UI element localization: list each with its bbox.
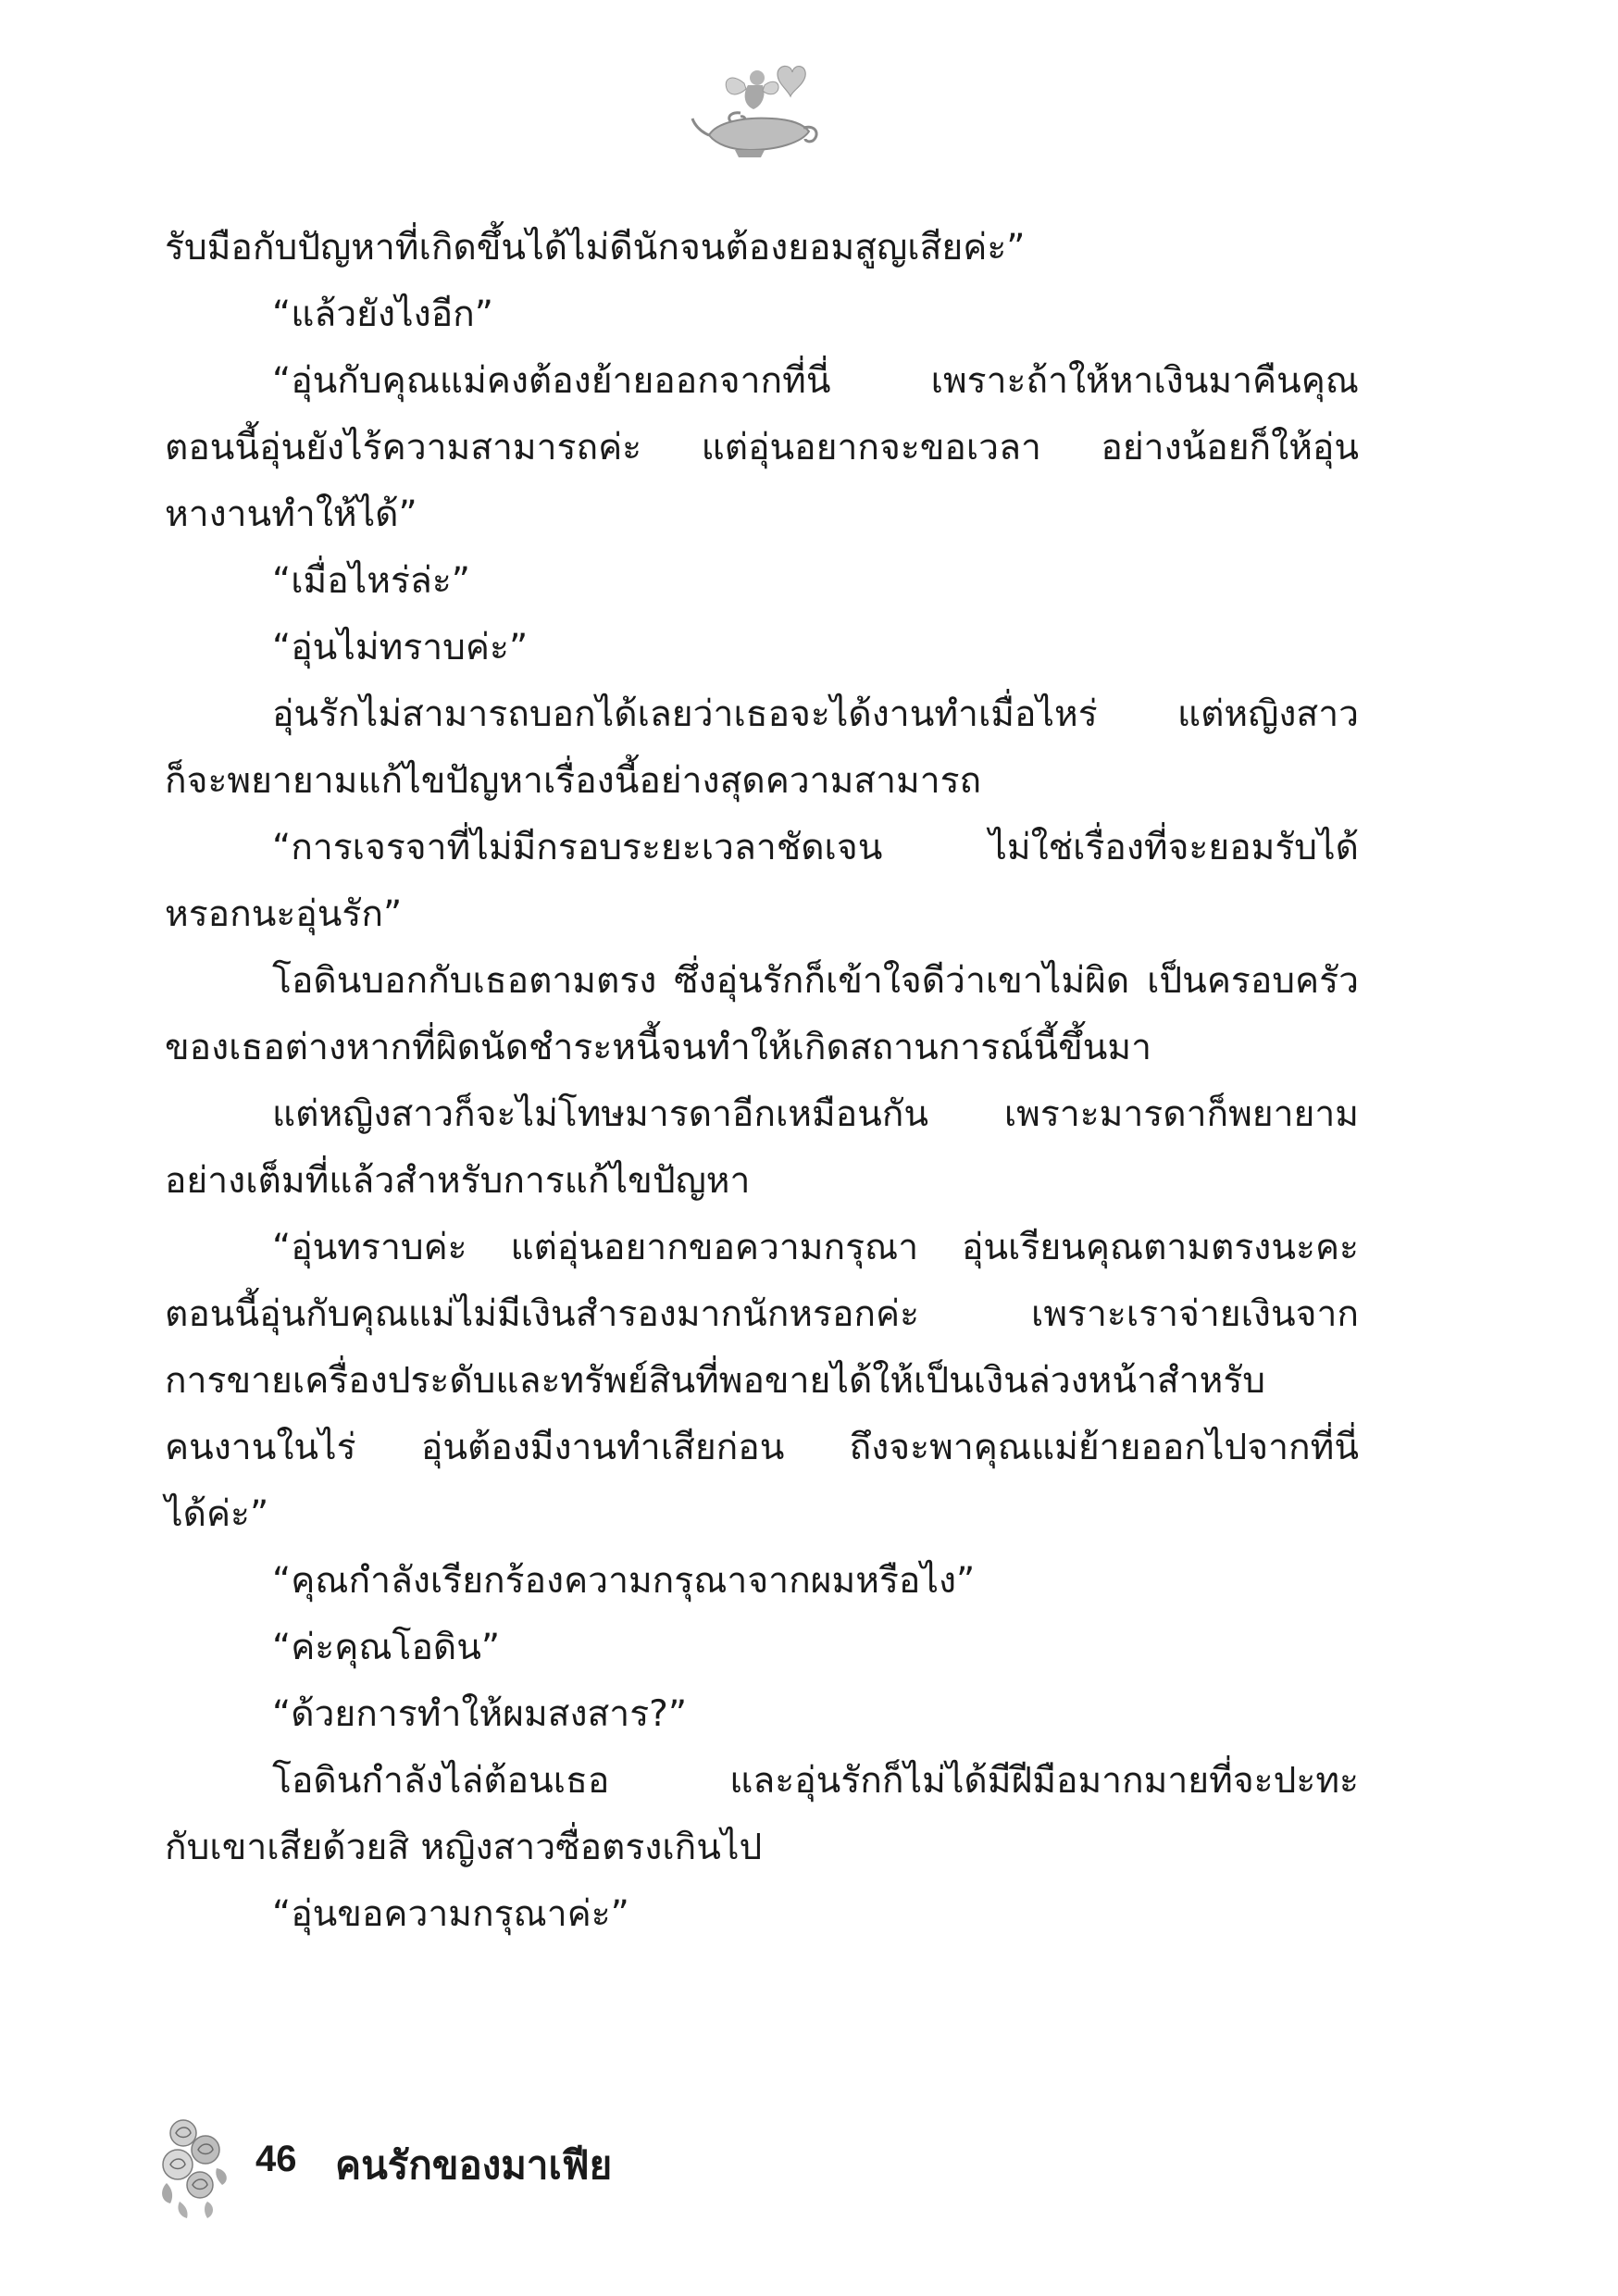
text-line: หางานทำให้ได้” bbox=[165, 493, 417, 535]
teapot-cupid-ornament-icon bbox=[689, 57, 824, 161]
text-line: หรอกนะอุ่นรัก” bbox=[165, 893, 403, 935]
text-line: แต่หญิงสาวก็จะไม่โทษมารดาอีกเหมือนกัน เพราะมารดาก็พยายาม bbox=[272, 1093, 1359, 1135]
text-line: “ค่ะคุณโอดิน” bbox=[272, 1627, 501, 1668]
text-line: “แล้วยังไงอีก” bbox=[272, 293, 493, 335]
text-line: “คุณกำลังเรียกร้องความกรุณาจากผมหรือไง” bbox=[272, 1560, 976, 1602]
text-line: ตอนนี้อุ่นกับคุณแม่ไม่มีเงินสำรองมากนักหรอกค่ะ เพราะเราจ่ายเงินจาก bbox=[165, 1293, 1359, 1335]
page-number: 46 bbox=[255, 2139, 297, 2179]
text-line: โอดินบอกกับเธอตามตรง ซึ่งอุ่นรักก็เข้าใจดีว่าเขาไม่ผิด เป็นครอบครัว bbox=[272, 960, 1359, 1002]
text-line: “เมื่อไหร่ล่ะ” bbox=[272, 560, 470, 602]
text-line: อุ่นรักไม่สามารถบอกได้เลยว่าเธอจะได้งานทำเมื่อไหร่ แต่หญิงสาว bbox=[272, 693, 1359, 735]
text-line: “อุ่นกับคุณแม่คงต้องย้ายออกจากที่นี่ เพราะถ้าให้หาเงินมาคืนคุณ bbox=[272, 360, 1359, 402]
text-line: ก็จะพยายามแก้ไขปัญหาเรื่องนี้อย่างสุดความสามารถ bbox=[165, 760, 982, 802]
text-line: รับมือกับปัญหาที่เกิดขึ้นได้ไม่ดีนักจนต้องยอมสูญเสียค่ะ” bbox=[165, 227, 1026, 268]
text-line: อย่างเต็มที่แล้วสำหรับการแก้ไขปัญหา bbox=[165, 1160, 751, 1202]
text-line: ของเธอต่างหากที่ผิดนัดชำระหนี้จนทำให้เกิดสถานการณ์นี้ขึ้นมา bbox=[165, 1027, 1152, 1068]
rose-bouquet-ornament-icon bbox=[156, 2113, 233, 2222]
body-text bbox=[165, 215, 1359, 1948]
text-line: การขายเครื่องประดับและทรัพย์สินที่พอขายได้ให้เป็นเงินล่วงหน้าสำหรับ bbox=[165, 1360, 1266, 1402]
text-line: ตอนนี้อุ่นยังไร้ความสามารถค่ะ แต่อุ่นอยากจะขอเวลา อย่างน้อยก็ให้อุ่น bbox=[165, 427, 1359, 468]
text-line: “อุ่นไม่ทราบค่ะ” bbox=[272, 627, 529, 668]
text-line: “อุ่นทราบค่ะ แต่อุ่นอยากขอความกรุณา อุ่นเรียนคุณตามตรงนะคะ bbox=[272, 1227, 1359, 1268]
text-line: ได้ค่ะ” bbox=[165, 1493, 269, 1535]
book-title: คนรักของมาเฟีย bbox=[335, 2142, 613, 2188]
text-line: “อุ่นขอความกรุณาค่ะ” bbox=[272, 1893, 629, 1935]
text-line: “การเจรจาที่ไม่มีกรอบระยะเวลาชัดเจน ไม่ใช่เรื่องที่จะยอมรับได้ bbox=[272, 827, 1359, 868]
text-line: “ด้วยการทำให้ผมสงสาร?” bbox=[272, 1693, 688, 1735]
page-footer bbox=[156, 2113, 803, 2224]
text-line: กับเขาเสียด้วยสิ หญิงสาวซื่อตรงเกินไป bbox=[165, 1827, 763, 1868]
text-line: คนงานในไร่ อุ่นต้องมีงานทำเสียก่อน ถึงจะพาคุณแม่ย้ายออกไปจากที่นี่ bbox=[165, 1427, 1359, 1468]
text-line: โอดินกำลังไล่ต้อนเธอ และอุ่นรักก็ไม่ได้มีฝีมือมากมายที่จะปะทะ bbox=[272, 1760, 1359, 1802]
